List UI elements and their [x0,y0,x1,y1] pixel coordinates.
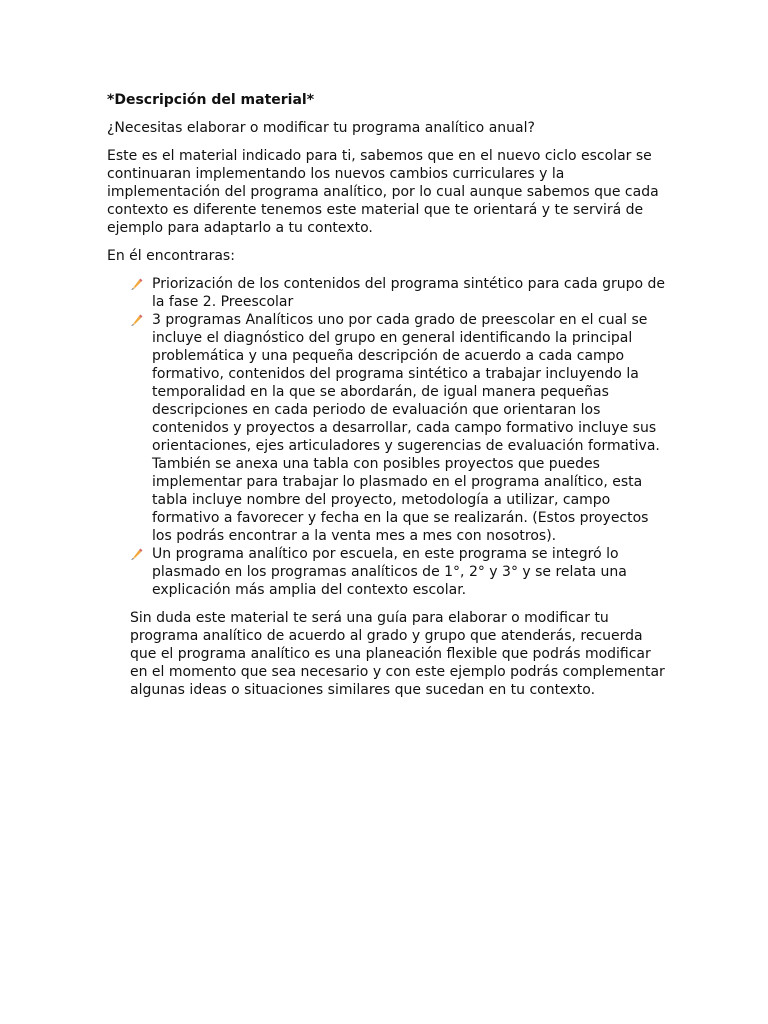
document-title: *Descripción del material* [107,92,315,108]
list-item-text: Priorización de los contenidos del programa sintético para cada grupo de la fase 2. Preescolar [152,276,666,310]
pencil-icon [130,277,144,291]
lead-paragraph: En él encontraras: [107,248,235,264]
pencil-icon [130,547,144,561]
list-item [130,545,668,599]
closing-paragraph: Sin duda este material te será una guía para elaborar o modificar tu programa analítico de acuerdo al grado y grupo que atenderás, recuerda que el programa analítico es una planeación flexible que podrás modificar en el momento que sea necesario y con este ejemplo podrás complementar algunas ideas o situaciones similares que sucedan en tu contexto. [130,610,665,698]
pencil-icon [130,313,144,327]
content-list [130,275,668,599]
intro-paragraph: Este es el material indicado para ti, sabemos que en el nuevo ciclo escolar se continuaran implementando los nuevos cambios curriculares y la implementación del programa analítico, por lo cual aunque sabemos que cada contexto es diferente tenemos este material que te orientará y te servirá de ejemplo para adaptarlo a tu contexto. [107,148,659,236]
list-item [130,311,668,545]
list-item [130,275,668,311]
list-item-text: Un programa analítico por escuela, en este programa se integró lo plasmado en los programas analíticos de 1°, 2° y 3° y se relata una explicación más amplia del contexto escolar. [152,546,627,598]
list-item-text: 3 programas Analíticos uno por cada grado de preescolar en el cual se incluye el diagnóstico del grupo en general identificando la principal problemática y una pequeña descripción de acuerdo a cada campo formativo, contenidos del programa sintético a trabajar incluyendo la temporalidad en la que se abordarán, de igual manera pequeñas descripciones en cada periodo de evaluación que orientaran los contenidos y proyectos a desarrollar, cada campo formativo incluye sus orientaciones, ejes articuladores y sugerencias de evaluación formativa. También se anexa una tabla con posibles proyectos que puedes implementar para trabajar lo plasmado en el programa analítico, esta tabla incluye nombre del proyecto, metodología a utilizar, campo formativo a favorecer y fecha en la que se realizarán. (Estos proyectos los podrás encontrar a la venta mes a mes con nosotros). [152,312,660,544]
question-paragraph: ¿Necesitas elaborar o modificar tu programa analítico anual? [107,120,535,136]
